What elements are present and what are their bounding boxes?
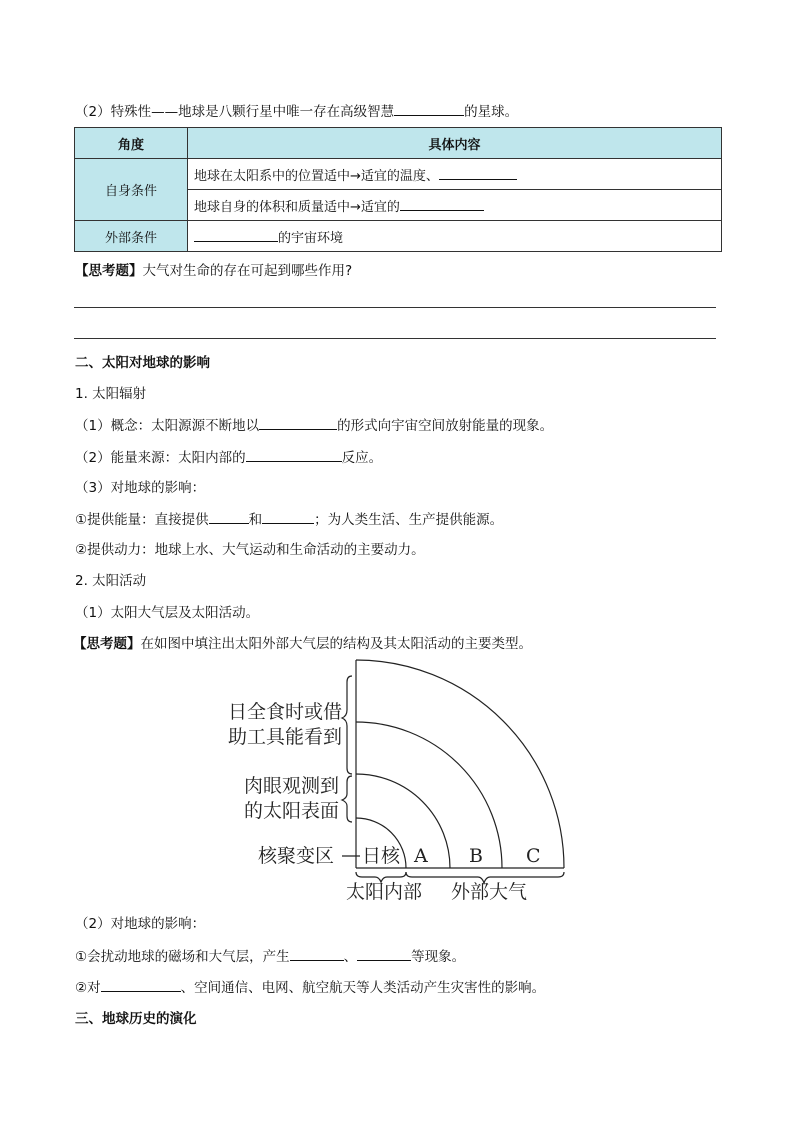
label-eclipse-2: 助工具能看到 xyxy=(228,726,343,748)
label-eclipse-1: 日全食时或借 xyxy=(228,701,343,723)
answer-line[interactable] xyxy=(74,307,716,308)
concept-line xyxy=(75,416,553,435)
section-3-title: 三、地球历史的演化 xyxy=(75,1011,197,1027)
impact-power-line: ②提供动力：地球上水、大气运动和生命活动的主要动力。 xyxy=(75,542,425,558)
outer-arc-c xyxy=(356,660,564,868)
concept-suffix: 的形式向宇宙空间放射能量的现象。 xyxy=(337,418,554,434)
special-feature-suffix: 的星球。 xyxy=(464,104,519,120)
answer-blank[interactable] xyxy=(394,102,464,116)
impact-text: ①提供能量：直接提供 xyxy=(75,512,209,528)
label-c: C xyxy=(526,845,541,867)
impact-title: （3）对地球的影响： xyxy=(75,480,206,496)
header-content: 具体内容 xyxy=(188,128,722,159)
table-row xyxy=(75,221,722,252)
impact-suffix: ；为人类生活、生产提供能源。 xyxy=(314,512,504,528)
label-a: A xyxy=(414,845,428,867)
brace-surface xyxy=(342,776,352,822)
label-b: B xyxy=(469,845,483,867)
impact-separator: 、 xyxy=(343,949,358,965)
label-interior: 太阳内部 xyxy=(346,881,423,903)
label-outer: 外部大气 xyxy=(451,881,528,903)
answer-blank[interactable] xyxy=(209,510,249,524)
impact-earth-item-2 xyxy=(75,978,545,997)
table-cell xyxy=(188,159,722,190)
impact-earth-title: （2）对地球的影响： xyxy=(75,916,206,932)
impact-text: ①会扰动地球的磁场和大气层，产生 xyxy=(75,949,290,965)
cell-text: 地球自身的体积和质量适中→适宜的 xyxy=(194,199,400,215)
cell-text: 的宇宙环境 xyxy=(278,230,344,246)
question-tag: 【思考题】 xyxy=(75,263,143,279)
concept-text: （1）概念：太阳源源不断地以 xyxy=(75,418,260,434)
energy-source-line xyxy=(75,448,382,467)
impact-text: ②对 xyxy=(75,980,101,996)
solar-activity-title: 2. 太阳活动 xyxy=(75,573,147,589)
answer-blank[interactable] xyxy=(101,978,181,992)
answer-blank[interactable] xyxy=(400,197,484,211)
section-2-title: 二、太阳对地球的影响 xyxy=(75,355,210,371)
energy-suffix: 反应。 xyxy=(341,450,383,466)
label-core: 日核 xyxy=(362,845,401,867)
question-text: 在如图中填注出太阳外部大气层的结构及其太阳活动的主要类型。 xyxy=(140,636,532,652)
table-row xyxy=(75,159,722,190)
question-1 xyxy=(75,262,352,280)
label-fusion: 核聚变区 xyxy=(258,845,335,867)
answer-blank[interactable] xyxy=(357,947,411,961)
impact-connector: 和 xyxy=(248,512,263,528)
energy-text: （2）能量来源：太阳内部的 xyxy=(75,450,246,466)
answer-blank[interactable] xyxy=(290,947,344,961)
question-2 xyxy=(73,635,532,653)
answer-blank[interactable] xyxy=(246,448,342,462)
label-naked-2: 的太阳表面 xyxy=(244,800,340,822)
header-angle: 角度 xyxy=(75,128,188,159)
self-condition-label: 自身条件 xyxy=(75,159,188,221)
external-condition-label: 外部条件 xyxy=(75,221,188,252)
conditions-table xyxy=(74,127,722,252)
table-cell xyxy=(188,190,722,221)
impact-suffix: 、空间通信、电网、航空航天等人类活动产生灾害性的影响。 xyxy=(180,980,546,996)
special-feature-line xyxy=(75,102,518,121)
cell-text: 地球在太阳系中的位置适中→适宜的温度、 xyxy=(194,168,439,184)
solar-radiation-title: 1. 太阳辐射 xyxy=(75,386,147,402)
answer-blank[interactable] xyxy=(439,166,517,180)
table-header-row xyxy=(75,128,722,159)
answer-blank[interactable] xyxy=(259,416,337,430)
solar-activity-item: （1）太阳大气层及太阳活动。 xyxy=(75,605,260,621)
impact-energy-line xyxy=(75,510,503,529)
brace-eclipse xyxy=(342,676,352,774)
question-text: 大气对生命的存在可起到哪些作用? xyxy=(142,263,353,279)
answer-blank[interactable] xyxy=(194,228,278,242)
answer-blank[interactable] xyxy=(262,510,314,524)
impact-suffix: 等现象。 xyxy=(411,949,466,965)
question-tag: 【思考题】 xyxy=(73,636,141,652)
answer-line[interactable] xyxy=(74,338,716,339)
impact-earth-item-1 xyxy=(75,947,465,966)
table-cell xyxy=(188,221,722,252)
label-naked-1: 肉眼观测到 xyxy=(244,775,340,797)
sun-structure-diagram xyxy=(0,656,794,916)
special-feature-text: （2）特殊性——地球是八颗行星中唯一存在高级智慧 xyxy=(75,104,395,120)
